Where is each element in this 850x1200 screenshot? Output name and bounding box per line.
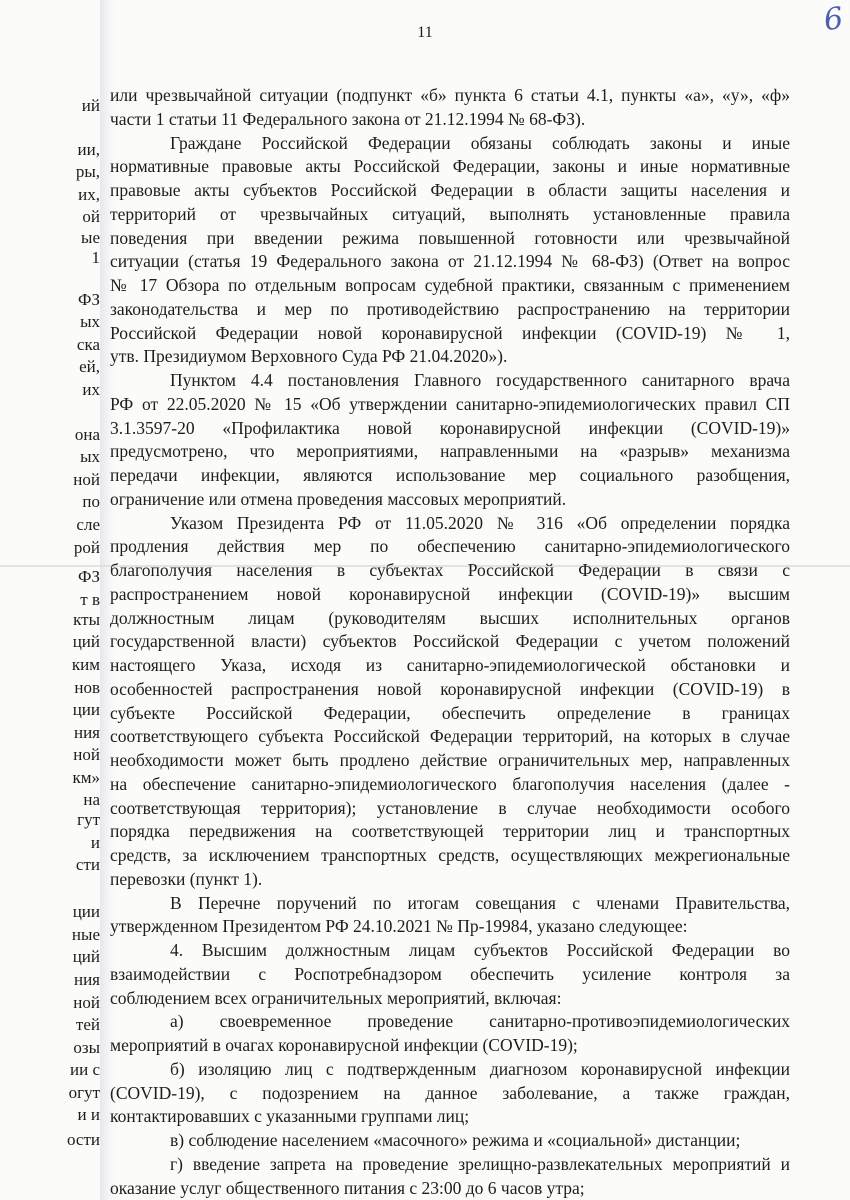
margin-fragment: ии, (77, 140, 100, 159)
text-line: ситуации (статья 19 Федерального закона от 21.12.1994 № 68-ФЗ) (Ответ на вопрос (110, 251, 790, 272)
text-line: настоящего Указа, исходя из санитарно-эпидемиологической обстановки и (110, 655, 790, 675)
text-line: утвержденном Президентом РФ 24.10.2021 № Пр-19984, указано следующее: (110, 916, 688, 937)
margin-fragment: км» (72, 768, 100, 787)
text-line: Указом Президента РФ от 11.05.2020 № 316 «Об определении порядка (170, 512, 790, 533)
text-line: продления действия мер по обеспечению санитарно-эпидемиологического (110, 536, 790, 557)
text-line: необходимости может быть продлено действие ограничительных мер, направленных (110, 750, 790, 770)
text-line: государственной власти) субъектов Российской Федерации с учетом положений (110, 631, 790, 652)
text-line: а) своевременное проведение санитарно-противоэпидемиологических (170, 1011, 790, 1032)
text-line: Российской Федерации новой коронавирусной инфекции (COVID-19) № 1, (110, 322, 790, 343)
text-line: В Перечне поручений по итогам совещания с членами Правительства, (170, 892, 790, 913)
margin-fragment: ФЗ (78, 567, 100, 586)
text-line: 4. Высшим должностным лицам субъектов Российской Федерации во (170, 940, 790, 960)
text-line: ограничение или отмена проведения массовых мероприятий. (110, 488, 567, 509)
text-line: соблюдением всех ограничительных мероприятий, включая: (110, 987, 562, 1008)
margin-fragment: ые (81, 228, 100, 247)
margin-fragment: их, (78, 185, 100, 204)
margin-fragment: ции (72, 902, 100, 921)
margin-fragment: ции (72, 700, 100, 719)
text-line: соответствующего субъекта Российской Федерации территорий, на которых в случае (110, 726, 790, 747)
text-line: субъекте Российской Федерации, обеспечить определение в границах (110, 702, 790, 723)
margin-fragment: нов (74, 678, 100, 697)
margin-fragment: ых (80, 447, 100, 466)
margin-fragment: ей, (79, 357, 100, 376)
margin-fragment: огут (68, 1083, 100, 1102)
margin-fragment: и и (77, 1105, 100, 1124)
text-line: б) изоляцию лиц с подтвержденным диагнозом коронавирусной инфекции (170, 1058, 790, 1079)
text-line: взаимодействии с Роспотребнадзором обеспечить усиление контроля за (110, 963, 790, 984)
margin-fragment: ций (72, 947, 100, 966)
text-line: (COVID-19), с подозрением на данное заболевание, а также граждан, (110, 1082, 790, 1103)
margin-fragment: ные (71, 925, 100, 944)
text-line: правовые акты субъектов Российской Федерации в области защиты населения и (110, 180, 790, 200)
text-line: территорий от чрезвычайных ситуаций, выполнять установленные правила (110, 203, 790, 224)
margin-fragment: ой (82, 207, 100, 226)
text-line: соответствующая территория); установление в случае необходимости особого (110, 797, 790, 818)
text-line: части 1 статьи 11 Федерального закона от 21.12.1994 № 68-ФЗ). (110, 108, 586, 129)
margin-fragment: кты (73, 610, 100, 629)
margin-fragment: т в (80, 590, 100, 609)
text-line: передачи инфекции, являются использование мер социального разобщения, (110, 465, 790, 485)
text-line: Пунктом 4.4 постановления Главного государственного санитарного врача (170, 370, 790, 390)
page-number: 11 (417, 24, 433, 41)
margin-fragment: ций (72, 632, 100, 651)
text-line: распространением новой коронавирусной инфекции (COVID-19)» высшим (110, 583, 790, 604)
margin-fragment: сле (76, 515, 100, 534)
text-line: мероприятий в очагах коронавирусной инфекции (COVID-19); (110, 1035, 578, 1055)
margin-fragment: ых (80, 312, 100, 331)
margin-fragment: сти (75, 855, 100, 874)
margin-fragment: их (82, 380, 100, 399)
margin-fragment: и (90, 833, 100, 852)
margin-fragment: тей (75, 1015, 100, 1034)
margin-fragment: ости (67, 1130, 100, 1149)
text-line: поведения при введении режима повышенной готовности или чрезвычайной (110, 227, 790, 248)
margin-fragment: ии с (70, 1060, 100, 1079)
margin-fragment: ФЗ (78, 290, 100, 309)
text-line: в) соблюдение населением «масочного» режима и «социальной» дистанции; (170, 1130, 741, 1150)
text-line: порядка передвижения на соответствующей территории лиц и транспортных (110, 821, 790, 842)
document-body (110, 84, 790, 1200)
margin-fragment: ким (71, 655, 100, 674)
text-line: средств, за исключением транспортных средств, осуществляющих межрегиональные (110, 845, 790, 865)
text-line: РФ от 22.05.2020 № 15 «Об утверждении санитарно-эпидемиологических правил СП (110, 393, 790, 414)
margin-fragment: ния (73, 723, 100, 742)
text-line: законодательства и мер по противодействию распространению на территории (110, 298, 790, 319)
margin-fragment: озы (73, 1038, 100, 1057)
margin-fragment: ния (73, 970, 100, 989)
handwritten-page-mark: 6 (821, 0, 846, 39)
text-line: контактировавших с указанными группами лиц; (110, 1106, 470, 1127)
margin-fragment: ска (76, 335, 100, 354)
text-line: особенностей распространения новой коронавирусной инфекции (COVID-19) в (110, 678, 790, 699)
text-line: должностным лицам (руководителям высших исполнительных органов (110, 607, 790, 628)
margin-fragment: она (74, 425, 100, 444)
text-line: нормативные правовые акты Российской Федерации, законы и иные нормативные (110, 156, 790, 177)
text-line: предусмотрено, что мероприятиями, направленными на «разрыв» механизма (110, 441, 790, 462)
margin-fragment: ной (73, 993, 100, 1012)
text-line: № 17 Обзора по отдельным вопросам судебной практики, связанным с применением (110, 275, 790, 295)
margin-fragment: по (82, 492, 100, 511)
text-line: Граждане Российской Федерации обязаны соблюдать законы и иные (170, 132, 790, 153)
text-line: перевозки (пункт 1). (110, 868, 263, 889)
margin-fragment: рой (73, 538, 100, 557)
margin-fragment: ры, (75, 162, 100, 181)
margin-fragment: 1 (91, 248, 100, 267)
margin-fragment: ий (81, 96, 100, 115)
margin-fragment: ной (73, 470, 100, 489)
margin-fragment: гут (77, 810, 100, 829)
margin-fragment: ной (73, 745, 100, 764)
text-line: на обеспечение санитарно-эпидемиологического благополучия населения (далее - (110, 773, 790, 794)
text-line: г) введение запрета на проведение зрелищно-развлекательных мероприятий и (170, 1153, 790, 1174)
text-line: или чрезвычайной ситуации (подпункт «б» пункта 6 статьи 4.1, пункты «а», «у», «ф» (110, 85, 790, 105)
text-line: оказание услуг общественного питания с 23:00 до 6 часов утра; (110, 1177, 585, 1198)
margin-fragment: на (83, 790, 100, 809)
text-line: 3.1.3597-20 «Профилактика новой коронавирусной инфекции (COVID-19)» (110, 417, 790, 438)
text-line: утв. Президиумом Верховного Суда РФ 21.04.2020»). (110, 346, 508, 367)
text-line: благополучия населения в субъектах Российской Федерации в связи с (110, 560, 790, 580)
